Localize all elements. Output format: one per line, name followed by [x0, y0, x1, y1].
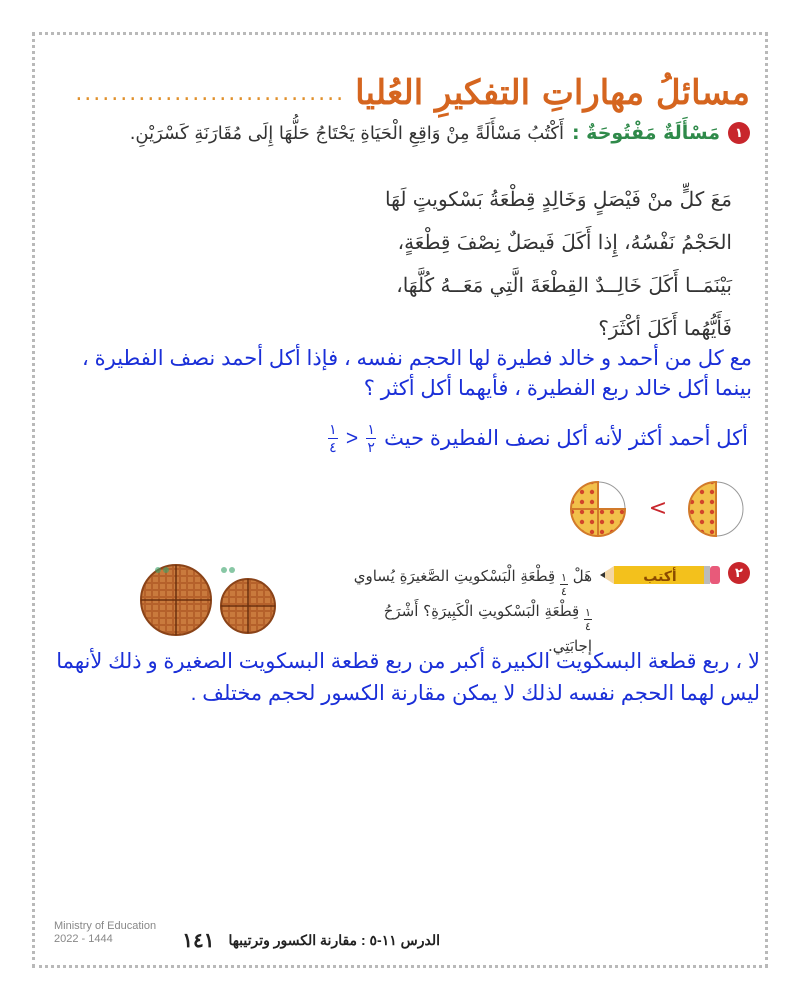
q2-fraction — [560, 572, 568, 597]
fraction-denominator: ٤ — [329, 439, 337, 455]
fraction-denominator: ٤ — [585, 620, 591, 633]
fraction-numerator: ١ — [560, 571, 567, 584]
pizza-quarter-icon — [571, 482, 625, 536]
question-number-badge: ٢ — [728, 562, 750, 584]
example-problem — [212, 178, 732, 350]
large-cookie-icon — [141, 565, 211, 635]
fraction-denominator: ٤ — [560, 585, 567, 598]
question-prompt: أَكْتُبُ مَسْأَلَةً مِنْ وَاقِعِ الْحَيَاةِ يَحْتَاجُ حَلُّهَا إِلَى مُقَارَنَةِ كَسْرَيْنِ. — [129, 122, 564, 144]
example-line: الحَجْمُ نَفْسُهُ، إِذا أَكَلَ فَيصَلٌ نِصْفَ قِطْعَةٍ، — [397, 230, 732, 254]
example-line: فَأَيُّهُما أَكَلَ أكْثَرَ؟ — [598, 316, 732, 340]
answer2-text: أكل أحمد أكثر لأنه أكل نصف الفطيرة حيث — [384, 427, 748, 450]
section-heading — [50, 68, 750, 118]
ministry-name: Ministry of Education — [54, 920, 157, 932]
pizza-comparison-illustration — [568, 478, 748, 540]
handwritten-answer-3: لا ، ربع قطعة البسكويت الكبيرة أكبر من ربع قطعة البسكويت الصغيرة و ذلك لأنهما ليس لهما الحجم نفسه لذلك لا يمكن مقارنة الكسور لحجم مختلف . — [56, 650, 760, 705]
fraction-numerator: ١ — [367, 421, 375, 437]
page-footer — [100, 928, 440, 953]
question-1 — [50, 122, 750, 144]
small-cookie-icon — [221, 579, 275, 633]
title-dots: .............................. — [75, 80, 346, 106]
example-line: بَيْنَمَــا أَكَلَ خَالِــدٌ القِطْعَةَ الَّتِي مَعَــهُ كُلَّهَا، — [396, 273, 732, 297]
pencil-write-icon — [600, 562, 720, 588]
cookie-illustration — [138, 562, 306, 638]
q2-fraction-2 — [584, 607, 592, 632]
comparison-symbol: < — [345, 426, 359, 450]
fraction-numerator: ١ — [329, 421, 337, 437]
example-line: مَعَ كلٍّ منْ فَيْصَلٍ وَخَالِدٍ قِطْعَةُ بَسْكويتٍ لَهَا — [385, 187, 732, 211]
question-label: مَسْأَلَةٌ مَفْتُوحَةٌ : — [571, 122, 720, 144]
pizza-half-icon — [689, 482, 743, 536]
q2-text-after: قِطْعَةِ الْبَسْكويتِ الْكَبِيرَةِ؟ أَشْرَحُ إجابَتِي. — [383, 602, 592, 655]
fraction-numerator: ١ — [585, 606, 591, 619]
ministry-year: 2022 - 1444 — [54, 933, 113, 945]
q2-text-before: هَلْ — [572, 567, 592, 585]
handwritten-answer-2 — [48, 422, 748, 455]
section-title: مسائلُ مهاراتِ التفكيرِ العُليا — [355, 73, 750, 113]
fraction-denominator: ٢ — [367, 439, 375, 455]
lesson-title: الدرس ١١-٥ : مقارنة الكسور وترتيبها — [228, 932, 440, 948]
question-number-badge: ١ — [728, 122, 750, 144]
pencil-label: أكتب — [643, 569, 677, 585]
handwritten-answer-1: مع كل من أحمد و خالد فطيرة لها الحجم نفسه ، فإذا أكل أحمد نصف الفطيرة ، بينما أكل خالد ربع الفطيرة ، فأيهما أكل أكثر ؟ — [82, 347, 752, 400]
page-number: ١٤١ — [182, 930, 215, 952]
fraction-quarter — [328, 422, 338, 455]
fraction-half — [366, 422, 376, 455]
q2-text-mid: قِطْعَةِ الْبَسْكويتِ الصَّغيرَةِ يُساوي — [353, 567, 556, 585]
pizza-comparison-symbol: < — [648, 496, 668, 521]
